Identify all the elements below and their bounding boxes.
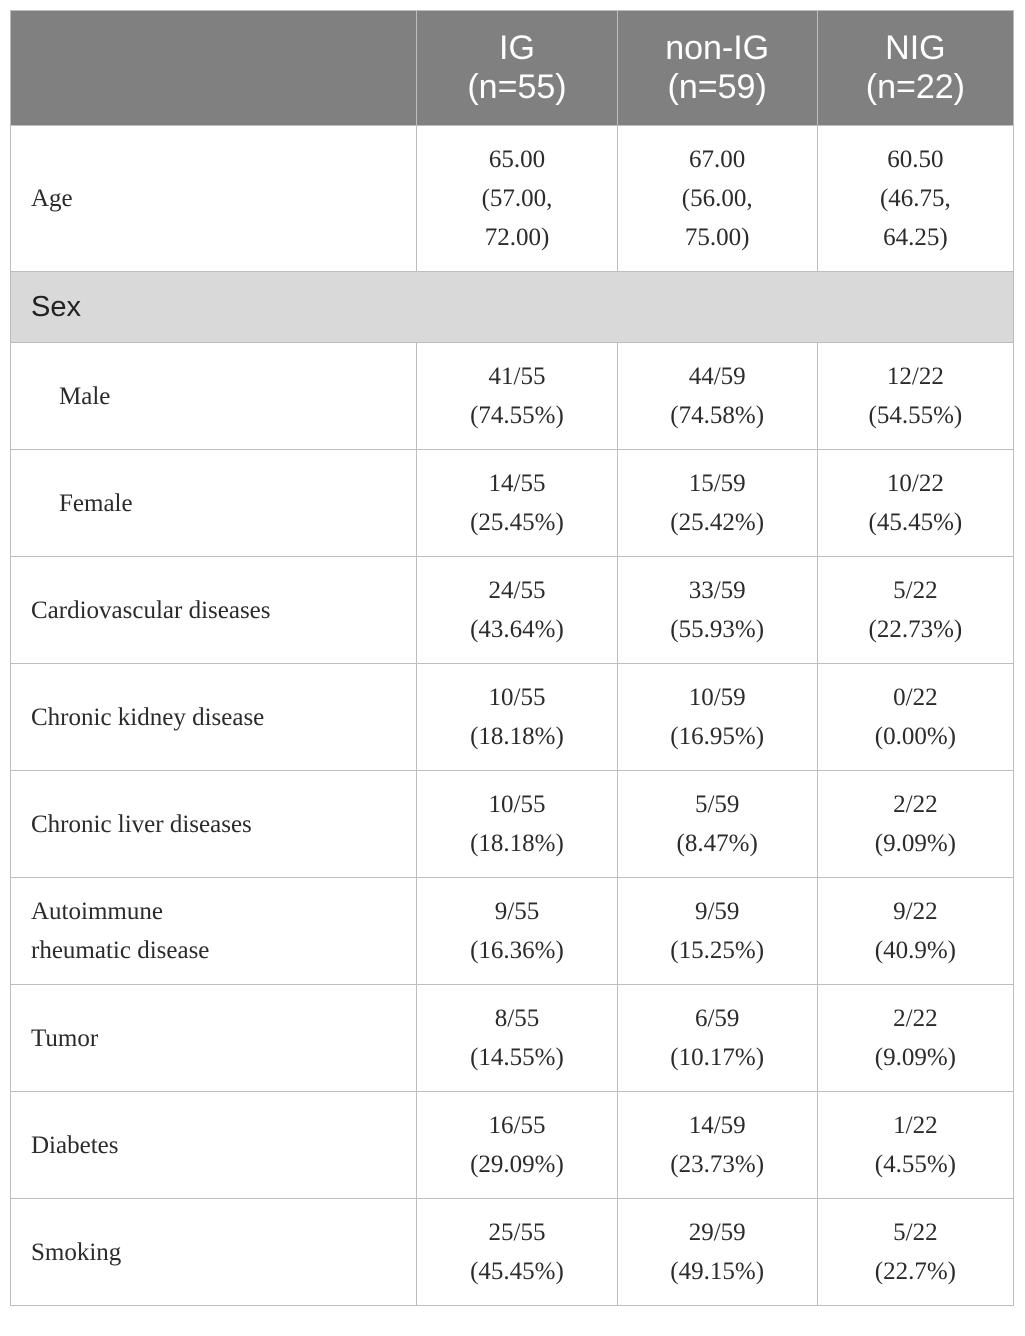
- cell-line: (22.73%): [868, 616, 963, 643]
- cell-nig: [817, 771, 1013, 878]
- cell-non-ig: [617, 343, 817, 450]
- cell-ig: [417, 343, 617, 450]
- header-empty-cell: [11, 11, 417, 126]
- cell-line: (16.95%): [670, 723, 765, 750]
- cell-non-ig: [617, 985, 817, 1092]
- cell-line: 5/22: [893, 1219, 938, 1246]
- table-row: [11, 343, 1014, 450]
- cell-line: 10/59: [688, 684, 746, 711]
- cell-line: 25/55: [488, 1219, 546, 1246]
- row-label: Smoking: [11, 1199, 417, 1306]
- header-nig-name: NIG: [885, 29, 946, 67]
- cell-non-ig: [617, 557, 817, 664]
- cell-ig: [417, 1092, 617, 1199]
- cell-line: (43.64%): [470, 616, 564, 643]
- cell-line: 67.00: [689, 146, 746, 173]
- baseline-characteristics-table: [10, 10, 1014, 1306]
- cell-line: (25.42%): [670, 509, 765, 536]
- header-non-ig: [617, 11, 817, 126]
- table-row: [11, 664, 1014, 771]
- cell-line: (55.93%): [670, 616, 765, 643]
- cell-line: 65.00: [488, 146, 546, 173]
- cell-line: (45.45%): [868, 509, 963, 536]
- cell-line: 75.00): [684, 224, 750, 251]
- cell-nig: [817, 343, 1013, 450]
- cell-line: 14/55: [488, 470, 546, 497]
- cell-line: 60.50: [887, 146, 944, 173]
- cell-line: 8/55: [494, 1005, 540, 1032]
- cell-ig: [417, 985, 617, 1092]
- header-ig-n: (n=55): [467, 68, 567, 106]
- cell-line: 5/22: [893, 577, 938, 604]
- cell-nig: [817, 1199, 1013, 1306]
- cell-line: (18.18%): [470, 723, 564, 750]
- cell-line: 0/22: [893, 684, 938, 711]
- cell-line: (8.47%): [676, 830, 758, 857]
- cell-line: 9/59: [694, 898, 740, 925]
- cell-line: 10/55: [488, 791, 546, 818]
- cell-line: 15/59: [688, 470, 746, 497]
- cell-line: 12/22: [886, 363, 944, 390]
- cell-line: (15.25%): [670, 937, 765, 964]
- header-row: [11, 11, 1014, 126]
- cell-line: (14.55%): [470, 1044, 564, 1071]
- cell-line: (0.00%): [874, 723, 956, 750]
- table-row: [11, 985, 1014, 1092]
- cell-non-ig: [617, 771, 817, 878]
- cell-line: 64.25): [883, 224, 948, 251]
- cell-nig: [817, 878, 1013, 985]
- cell-line: (74.55%): [470, 402, 564, 429]
- cell-ig: [417, 557, 617, 664]
- table-row-age: [11, 126, 1014, 272]
- cell-line: 24/55: [488, 577, 546, 604]
- cell-line: (46.75,: [879, 185, 951, 212]
- cell-line: (54.55%): [868, 402, 963, 429]
- header-nig: [817, 11, 1013, 126]
- cell-line: 10/55: [488, 684, 546, 711]
- cell-line: (25.45%): [470, 509, 564, 536]
- cell-line: 5/59: [694, 791, 740, 818]
- header-non-ig-n: (n=59): [667, 68, 767, 106]
- section-label: Sex: [11, 272, 1014, 343]
- cell-line: (49.15%): [670, 1258, 765, 1285]
- cell-line: (9.09%): [874, 830, 956, 857]
- cell-line: 72.00): [484, 224, 550, 251]
- cell-ig: [417, 664, 617, 771]
- cell-line: (40.9%): [874, 937, 956, 964]
- row-label-line: Autoimmune: [31, 898, 163, 925]
- table-row: [11, 1199, 1014, 1306]
- cell-line: (22.7%): [874, 1258, 956, 1285]
- row-label: Cardiovascular diseases: [11, 557, 417, 664]
- cell-line: (74.58%): [670, 402, 765, 429]
- cell-nig: [817, 557, 1013, 664]
- row-label-line: rheumatic disease: [31, 937, 210, 964]
- cell-line: 9/22: [893, 898, 938, 925]
- header-ig: [417, 11, 617, 126]
- table-row: [11, 557, 1014, 664]
- row-label: Age: [11, 126, 417, 272]
- cell-line: (18.18%): [470, 830, 564, 857]
- row-label: Chronic kidney disease: [11, 664, 417, 771]
- cell-nig: [817, 664, 1013, 771]
- table-row: [11, 771, 1014, 878]
- row-label: Male: [11, 343, 417, 450]
- cell-non-ig: [617, 126, 817, 272]
- cell-nig: [817, 1092, 1013, 1199]
- cell-line: 16/55: [488, 1112, 546, 1139]
- row-label: [11, 878, 417, 985]
- table-row: [11, 1092, 1014, 1199]
- cell-line: (23.73%): [670, 1151, 765, 1178]
- cell-nig: [817, 450, 1013, 557]
- cell-line: (45.45%): [470, 1258, 564, 1285]
- cell-non-ig: [617, 664, 817, 771]
- cell-line: 1/22: [893, 1112, 938, 1139]
- cell-line: (57.00,: [481, 185, 553, 212]
- cell-ig: [417, 878, 617, 985]
- row-label: Chronic liver diseases: [11, 771, 417, 878]
- row-label: Tumor: [11, 985, 417, 1092]
- cell-ig: [417, 1199, 617, 1306]
- section-row-sex: [11, 272, 1014, 343]
- cell-line: (56.00,: [681, 185, 753, 212]
- row-label: Female: [11, 450, 417, 557]
- cell-line: (10.17%): [670, 1044, 765, 1071]
- cell-line: 10/22: [886, 470, 944, 497]
- header-non-ig-name: non-IG: [665, 29, 770, 67]
- cell-non-ig: [617, 450, 817, 557]
- cell-line: (4.55%): [874, 1151, 956, 1178]
- cell-line: 14/59: [688, 1112, 746, 1139]
- cell-non-ig: [617, 1199, 817, 1306]
- cell-line: 29/59: [688, 1219, 746, 1246]
- cell-line: (9.09%): [874, 1044, 956, 1071]
- header-nig-n: (n=22): [865, 68, 965, 106]
- cell-line: 2/22: [893, 791, 938, 818]
- cell-ig: [417, 126, 617, 272]
- table-row: [11, 878, 1014, 985]
- header-ig-name: IG: [499, 29, 535, 67]
- cell-line: (16.36%): [470, 937, 564, 964]
- cell-line: 6/59: [694, 1005, 740, 1032]
- cell-non-ig: [617, 878, 817, 985]
- cell-nig: [817, 126, 1013, 272]
- cell-ig: [417, 771, 617, 878]
- cell-line: 2/22: [893, 1005, 938, 1032]
- row-label: Diabetes: [11, 1092, 417, 1199]
- cell-line: 44/59: [688, 363, 746, 390]
- cell-line: 33/59: [688, 577, 746, 604]
- cell-nig: [817, 985, 1013, 1092]
- cell-line: (29.09%): [470, 1151, 564, 1178]
- cell-line: 41/55: [488, 363, 546, 390]
- cell-non-ig: [617, 1092, 817, 1199]
- table-row: [11, 450, 1014, 557]
- cell-line: 9/55: [494, 898, 540, 925]
- cell-ig: [417, 450, 617, 557]
